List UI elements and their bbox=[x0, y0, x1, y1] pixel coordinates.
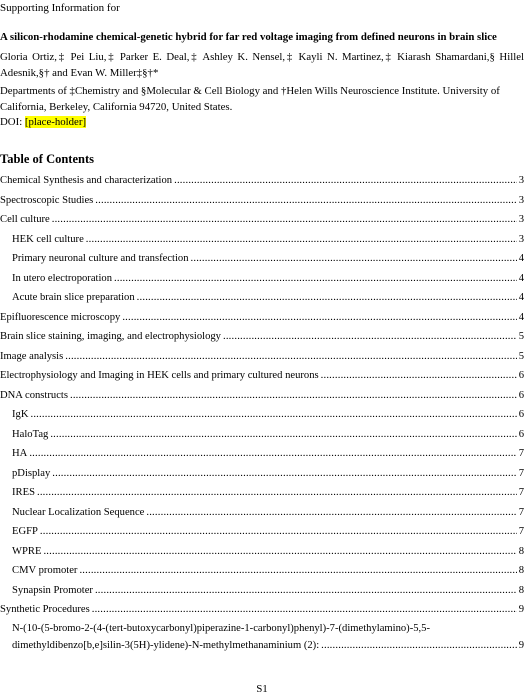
toc-entry-label: Synthetic Procedures bbox=[0, 604, 90, 615]
toc-entry-label: Image analysis bbox=[0, 350, 64, 362]
toc-entry-label: Cell culture bbox=[0, 214, 50, 225]
toc-entry-label: IgK bbox=[12, 409, 29, 420]
toc-entry-label: Synapsin Promoter bbox=[12, 584, 93, 596]
toc-entry-label: Nuclear Localization Sequence bbox=[12, 506, 145, 518]
toc-entry-page: 3 bbox=[518, 233, 524, 245]
toc-entry[interactable] bbox=[0, 483, 524, 503]
toc-leader-dots bbox=[79, 561, 516, 581]
toc-entry-label: Primary neuronal culture and transfection bbox=[12, 253, 189, 264]
toc-entry[interactable] bbox=[0, 522, 524, 542]
toc-leader-dots bbox=[146, 503, 516, 523]
toc-leader-dots bbox=[321, 366, 517, 386]
toc-entry-label: DNA constructs bbox=[0, 389, 68, 401]
toc-entry[interactable] bbox=[0, 444, 524, 464]
paper-title: A silicon-rhodamine chemical-genetic hybrid for far red voltage imaging from defined neurons in brain slice bbox=[0, 31, 497, 43]
toc-entry-page: 7 bbox=[518, 506, 524, 518]
toc-entry-label: WPRE bbox=[12, 545, 42, 557]
toc-entry[interactable] bbox=[0, 561, 524, 581]
toc-leader-dots bbox=[223, 327, 517, 347]
toc-entry[interactable] bbox=[0, 347, 524, 367]
toc-entry[interactable] bbox=[0, 503, 524, 523]
toc-entry-page: 5 bbox=[518, 331, 524, 342]
toc-leader-dots bbox=[114, 269, 517, 289]
toc-leader-dots bbox=[70, 386, 517, 406]
toc-entry[interactable] bbox=[0, 327, 524, 347]
toc-leader-dots bbox=[191, 249, 517, 269]
toc-entry-page: 6 bbox=[518, 389, 524, 401]
toc-entry-page: 8 bbox=[518, 565, 524, 576]
toc-leader-dots bbox=[86, 230, 517, 250]
toc-entry[interactable] bbox=[0, 249, 524, 269]
toc-entry[interactable] bbox=[0, 386, 524, 406]
toc-leader-dots bbox=[92, 600, 517, 620]
toc-leader-dots bbox=[30, 405, 516, 425]
toc-entry[interactable] bbox=[0, 308, 524, 328]
doi-label: DOI: bbox=[0, 116, 25, 128]
toc-leader-dots bbox=[50, 425, 516, 445]
toc-entry-page: 9 bbox=[518, 639, 524, 651]
page-number: S1 bbox=[256, 683, 268, 695]
toc-entry-label: Brain slice staining, imaging, and electrophysiology bbox=[0, 331, 221, 342]
toc-entry-page: 6 bbox=[518, 428, 524, 440]
toc-entry-page: 4 bbox=[518, 253, 524, 264]
toc-entry-page: 4 bbox=[518, 311, 524, 323]
toc-entry[interactable] bbox=[0, 366, 524, 386]
toc-entry-label: N-(10-(5-bromo-2-(4-(tert-butoxycarbonyl)piperazine-1-carbonyl)phenyl)-7-(dimethylamino)-5,5- bbox=[12, 622, 430, 634]
toc-entry[interactable] bbox=[0, 171, 524, 191]
toc-entry[interactable] bbox=[0, 288, 524, 308]
toc-entry-label: Electrophysiology and Imaging in HEK cells and primary cultured neurons bbox=[0, 370, 319, 381]
toc-entry-label: Chemical Synthesis and characterization bbox=[0, 175, 173, 186]
toc-entry-page: 6 bbox=[518, 370, 524, 381]
toc-entry-page: 8 bbox=[518, 545, 524, 557]
toc-leader-dots bbox=[52, 464, 516, 484]
toc-entry-page: 3 bbox=[518, 194, 524, 206]
toc-entry-label: HaloTag bbox=[12, 428, 49, 440]
toc-entry-page: 7 bbox=[518, 467, 524, 479]
toc-entry-page: 7 bbox=[518, 526, 524, 537]
toc-entry-label: In utero electroporation bbox=[12, 272, 113, 284]
toc-entry[interactable] bbox=[0, 210, 524, 230]
toc-leader-dots bbox=[43, 542, 516, 562]
toc-entry-label: HA bbox=[12, 448, 28, 459]
toc-entry-page: 4 bbox=[518, 292, 524, 303]
toc-entry-label: Epifluorescence microscopy bbox=[0, 311, 121, 323]
toc-entry-label: HEK cell culture bbox=[12, 233, 84, 245]
toc-leader-dots bbox=[29, 444, 516, 464]
toc-entry[interactable] bbox=[0, 405, 524, 425]
toc-leader-dots bbox=[40, 522, 517, 542]
toc-entry[interactable] bbox=[0, 425, 524, 445]
toc-entry-page: 8 bbox=[518, 584, 524, 596]
toc-leader-dots bbox=[137, 288, 517, 308]
toc-entry-label: Spectroscopic Studies bbox=[0, 194, 94, 206]
toc-entry-page: 3 bbox=[518, 214, 524, 225]
page-header: Supporting Information for bbox=[0, 2, 120, 14]
toc-leader-dots bbox=[174, 171, 517, 191]
toc-entry[interactable] bbox=[0, 600, 524, 620]
toc-leader-dots bbox=[122, 308, 516, 328]
toc-heading: Table of Contents bbox=[0, 152, 94, 166]
doi-line bbox=[0, 116, 86, 128]
toc-entry-page: 6 bbox=[518, 409, 524, 420]
toc-entry[interactable] bbox=[0, 464, 524, 484]
toc-leader-dots bbox=[321, 637, 517, 654]
toc-entry-page: 4 bbox=[518, 272, 524, 284]
toc-leader-dots bbox=[37, 483, 517, 503]
toc-entry[interactable] bbox=[0, 230, 524, 250]
toc-entry[interactable] bbox=[0, 620, 524, 656]
toc-entry[interactable] bbox=[0, 191, 524, 211]
toc-entry-label: Acute brain slice preparation bbox=[12, 292, 135, 303]
toc-entry-page: 9 bbox=[518, 604, 524, 615]
table-of-contents bbox=[0, 171, 524, 656]
toc-leader-dots bbox=[95, 581, 517, 601]
toc-entry-page: 7 bbox=[518, 487, 524, 498]
toc-entry-page: 7 bbox=[518, 448, 524, 459]
toc-entry[interactable] bbox=[0, 581, 524, 601]
toc-entry-page: 5 bbox=[518, 350, 524, 362]
toc-entry[interactable] bbox=[0, 269, 524, 289]
toc-entry-label: pDisplay bbox=[12, 467, 51, 479]
toc-leader-dots bbox=[52, 210, 517, 230]
toc-entry-label: dimethyldibenzo[b,e]silin-3(5H)-ylidene)-N-methylmethanaminium (2): bbox=[12, 639, 320, 651]
author-list: Gloria Ortiz,‡ Pei Liu,‡ Parker E. Deal,‡ Ashley K. Nensel,‡ Kayli N. Martinez,‡ Kiarash Shamardani,§ Hillel Adesnik,§† and Evan W. Miller‡§†* bbox=[0, 51, 524, 79]
toc-leader-dots bbox=[95, 191, 516, 211]
doi-placeholder: [place-holder] bbox=[24, 116, 87, 128]
toc-leader-dots bbox=[65, 347, 516, 367]
affiliation: Departments of ‡Chemistry and §Molecular & Cell Biology and †Helen Wills Neuroscience Institute. University of California, Berkeley, California 94720, United States. bbox=[0, 85, 500, 113]
toc-entry-label: IRES bbox=[12, 487, 35, 498]
toc-entry[interactable] bbox=[0, 542, 524, 562]
toc-entry-label: CMV promoter bbox=[12, 565, 78, 576]
toc-entry-label: EGFP bbox=[12, 526, 38, 537]
toc-entry-page: 3 bbox=[518, 175, 524, 186]
